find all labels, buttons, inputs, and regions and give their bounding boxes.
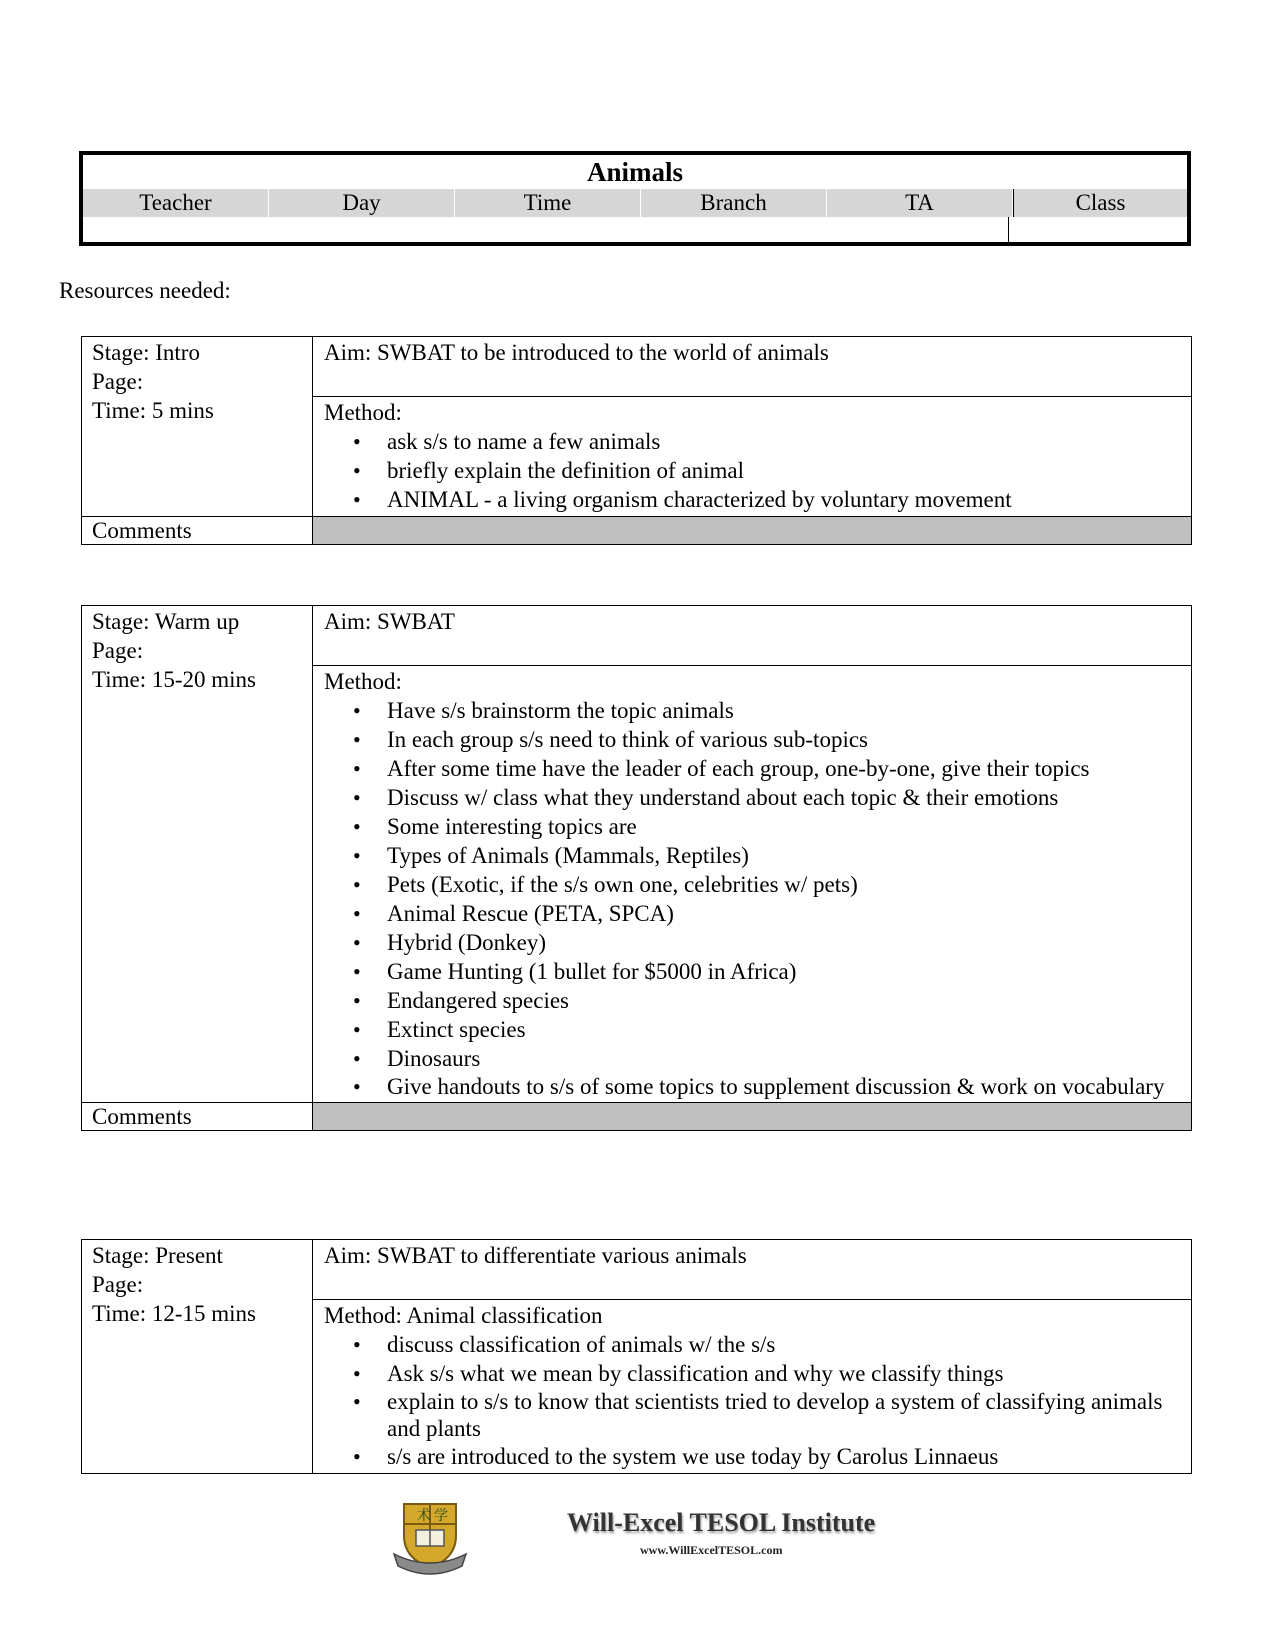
lesson-header-table [79, 151, 1191, 246]
method-title: Method: Animal classification [324, 1303, 603, 1328]
stage-info-cell [82, 337, 313, 517]
svg-text:学: 学 [434, 1508, 448, 1524]
page-label: Page: [92, 638, 144, 663]
header-blank-main [83, 217, 1008, 242]
method-bullet: • explain to s/s to know that scientists tried to develop a system of classifying animals and plants [387, 1388, 1180, 1442]
method-list [324, 427, 1180, 514]
method-list [324, 1330, 1180, 1471]
time-label: Time: 15-20 mins [92, 667, 257, 692]
stage-info-cell [82, 606, 313, 1103]
stage-table-warmup [81, 605, 1192, 1131]
page-label: Page: [92, 1272, 144, 1297]
method-bullet: • Have s/s brainstorm the topic animals [387, 696, 1180, 725]
header-col-time: Time [455, 189, 641, 217]
method-bullet: • After some time have the leader of each group, one-by-one, give their topics [387, 754, 1180, 783]
stage-info-cell [82, 1240, 313, 1474]
method-bullet: • In each group s/s need to think of various sub-topics [387, 725, 1180, 754]
stage-label: Stage: Intro [92, 340, 200, 365]
aim-cell: Aim: SWBAT to be introduced to the world of animals [313, 337, 1192, 397]
time-label: Time: 5 mins [92, 398, 214, 423]
method-cell [313, 397, 1192, 517]
method-bullet: • briefly explain the definition of animal [387, 456, 1180, 485]
method-bullet: • discuss classification of animals w/ the s/s [387, 1330, 1180, 1359]
stage-label: Stage: Present [92, 1243, 223, 1268]
comments-field [313, 1103, 1192, 1131]
method-bullet: • Types of Animals (Mammals, Reptiles) [387, 841, 1180, 870]
method-bullet: • Game Hunting (1 bullet for $5000 in Africa) [387, 957, 1180, 986]
footer-logo [390, 1496, 890, 1576]
comments-label: Comments [82, 1103, 313, 1131]
stage-table-present [81, 1239, 1192, 1474]
institute-url: www.WillExcelTESOL.com [640, 1543, 783, 1557]
method-bullet: • Extinct species [387, 1015, 1180, 1044]
institute-name: Will-Excel TESOL Institute [567, 1508, 876, 1537]
method-bullet: • Animal Rescue (PETA, SPCA) [387, 899, 1180, 928]
lesson-title: Animals [586, 157, 684, 187]
comments-field [313, 517, 1192, 545]
stage-table-intro [81, 336, 1192, 545]
method-bullet: • ask s/s to name a few animals [387, 427, 1180, 456]
aim-cell: Aim: SWBAT to differentiate various animals [313, 1240, 1192, 1300]
stage-label: Stage: Warm up [92, 609, 240, 634]
svg-text:术: 术 [417, 1508, 431, 1524]
header-blank-row [83, 217, 1187, 242]
method-cell [313, 1300, 1192, 1474]
method-bullet: • Hybrid (Donkey) [387, 928, 1180, 957]
method-bullet: • Give handouts to s/s of some topics to supplement discussion & work on vocabulary [387, 1073, 1180, 1100]
method-title: Method: [324, 400, 402, 425]
method-bullet: • Dinosaurs [387, 1044, 1180, 1073]
page-label: Page: [92, 369, 144, 394]
header-col-class: Class [1013, 189, 1187, 217]
crest-icon [390, 1496, 470, 1576]
method-cell [313, 666, 1192, 1103]
header-col-ta: TA [827, 189, 1013, 217]
method-bullet: • Ask s/s what we mean by classification and why we classify things [387, 1359, 1180, 1388]
method-bullet: • Some interesting topics are [387, 812, 1180, 841]
method-bullet: • Endangered species [387, 986, 1180, 1015]
method-title: Method: [324, 669, 402, 694]
header-col-day: Day [269, 189, 455, 217]
comments-label: Comments [82, 517, 313, 545]
method-list [324, 696, 1180, 1100]
header-col-branch: Branch [641, 189, 827, 217]
method-bullet: • s/s are introduced to the system we use today by Carolus Linnaeus [387, 1442, 1180, 1471]
aim-cell: Aim: SWBAT [313, 606, 1192, 666]
method-bullet: • Discuss w/ class what they understand about each topic & their emotions [387, 783, 1180, 812]
resources-needed-label: Resources needed: [59, 278, 231, 303]
header-blank-class [1008, 217, 1187, 242]
header-columns [83, 189, 1187, 217]
header-col-teacher: Teacher [83, 189, 269, 217]
time-label: Time: 12-15 mins [92, 1301, 257, 1326]
method-bullet: • ANIMAL - a living organism characterized by voluntary movement [387, 485, 1180, 514]
method-bullet: • Pets (Exotic, if the s/s own one, celebrities w/ pets) [387, 870, 1180, 899]
